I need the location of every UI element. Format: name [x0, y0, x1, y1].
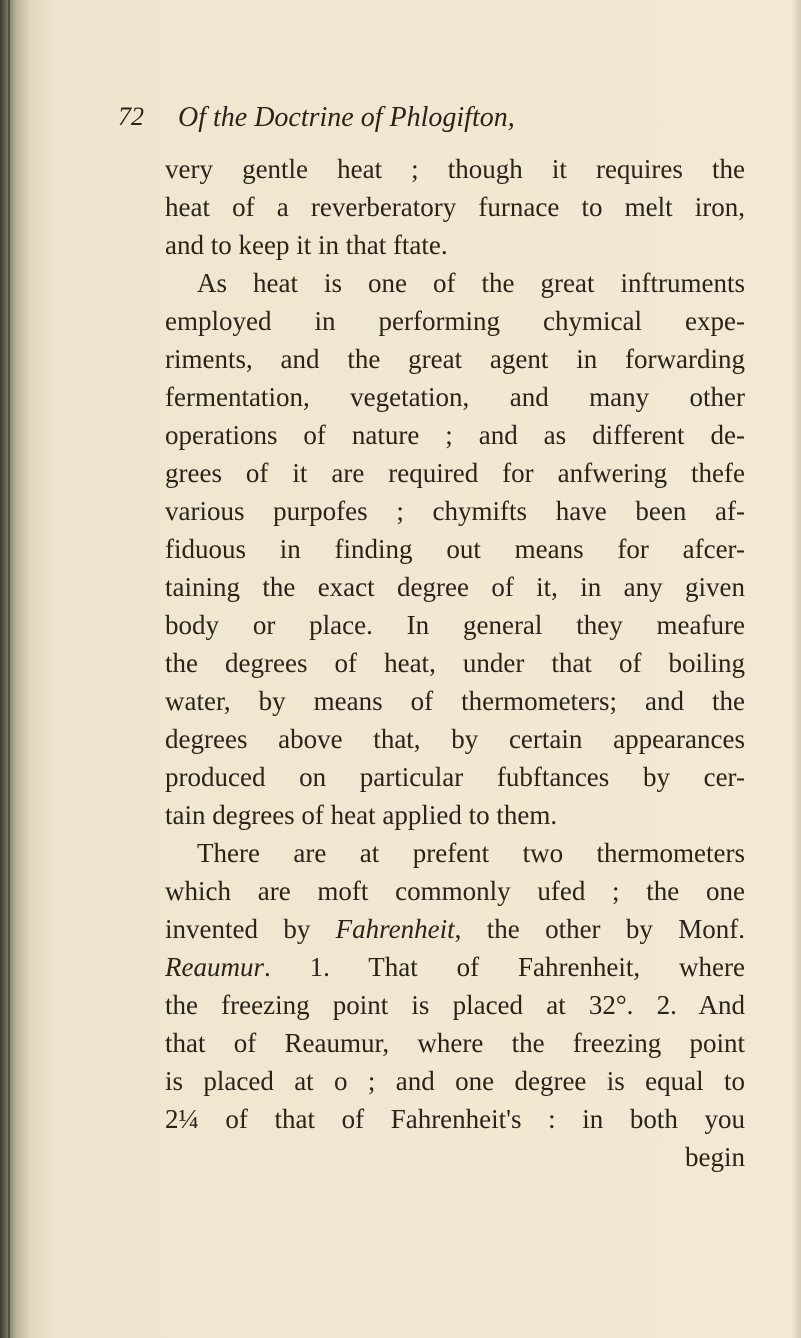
- text-line: various purpofes ; chymifts have been af-: [165, 496, 745, 526]
- text-line: water, by means of thermometers; and the: [165, 686, 745, 716]
- text-line: fiduous in finding out means for afcer-: [165, 534, 745, 564]
- text-line: grees of it are required for anfwering thefe: [165, 458, 745, 488]
- author-name: Reaumur: [165, 952, 264, 982]
- text-line: tain degrees of heat applied to them.: [165, 800, 558, 830]
- text-line: As heat is one of the great inftruments: [197, 268, 745, 298]
- text-line: degrees above that, by certain appearances: [165, 724, 745, 754]
- page-number: 72: [118, 102, 144, 131]
- text-line: the freezing point is placed at 32°. 2. And: [165, 990, 745, 1020]
- text-run: invented by: [165, 914, 336, 944]
- text-line: very gentle heat ; though it requires the: [165, 154, 745, 184]
- text-line: riments, and the great agent in forwarding: [165, 344, 745, 374]
- text-line: There are at prefent two thermometers: [197, 838, 745, 868]
- text-line: [165, 948, 745, 986]
- text-line: [165, 910, 745, 948]
- text-line: body or place. In general they meafure: [165, 610, 745, 640]
- author-name: Fahrenheit: [335, 914, 455, 944]
- text-line: 2¼ of that of Fahrenheit's : in both you: [165, 1104, 745, 1134]
- text-line: the degrees of heat, under that of boiling: [165, 648, 745, 678]
- running-title: Of the Doctrine of Phlogifton,: [178, 102, 515, 133]
- catchword: begin: [685, 1142, 745, 1172]
- text-run: , the other by Monf.: [454, 914, 745, 944]
- text-run: . 1. That of Fahrenheit, where: [263, 952, 745, 982]
- body-text: [165, 150, 745, 1176]
- text-line: heat of a reverberatory furnace to melt iron,: [165, 192, 745, 222]
- text-line: operations of nature ; and as different de-: [165, 420, 745, 450]
- text-line: and to keep it in that ftate.: [165, 230, 448, 260]
- text-line: which are moft commonly ufed ; the one: [165, 876, 745, 906]
- text-line: taining the exact degree of it, in any given: [165, 572, 745, 602]
- text-line: that of Reaumur, where the freezing point: [165, 1028, 745, 1058]
- text-line: is placed at o ; and one degree is equal to: [165, 1066, 745, 1096]
- text-line: fermentation, vegetation, and many other: [165, 382, 745, 412]
- text-line: produced on particular fubftances by cer-: [165, 762, 745, 792]
- text-line: employed in performing chymical expe-: [165, 306, 745, 336]
